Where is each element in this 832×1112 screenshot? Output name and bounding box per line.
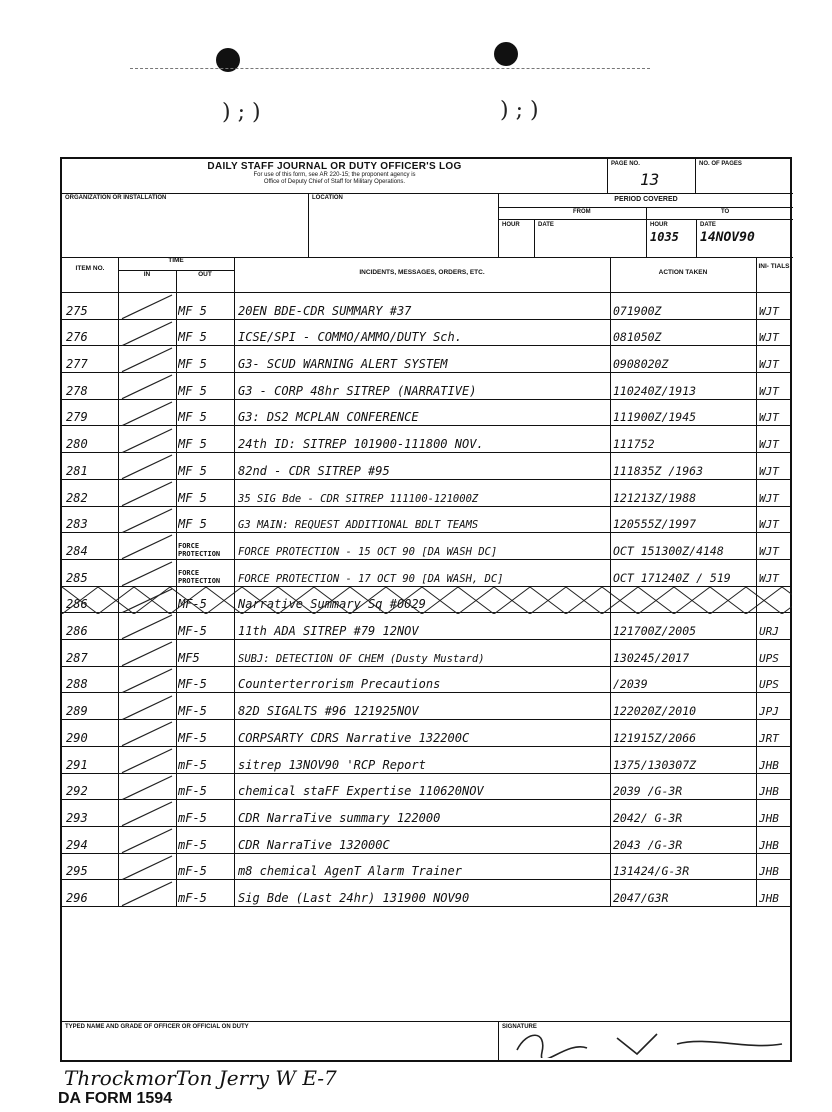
from-date-cell (534, 220, 647, 257)
action-taken: 071900Z (613, 303, 662, 318)
col-header-time: TIME (118, 257, 234, 271)
table-row (62, 293, 792, 320)
table-row (62, 507, 792, 534)
item-number: 292 (66, 784, 88, 799)
time-out: MF 5 (178, 490, 207, 505)
time-in-slash (120, 453, 174, 480)
time-out: MF-5 (178, 624, 207, 639)
time-out: mF-5 (178, 864, 207, 879)
time-in-slash (120, 613, 174, 640)
column-divider (234, 257, 235, 907)
time-in-slash (120, 400, 174, 427)
item-number: 284 (66, 543, 88, 558)
time-in-slash (120, 827, 174, 854)
incident-text: 11th ADA SITREP #79 12NOV (238, 624, 419, 639)
item-number: 282 (66, 490, 88, 505)
incident-text: Sig Bde (Last 24hr) 131900 NOV90 (238, 891, 470, 906)
initials: WJT (759, 518, 779, 532)
to-date-label: DATE (700, 222, 716, 228)
item-number: 290 (66, 730, 88, 745)
item-number: 294 (66, 837, 88, 852)
action-taken: 2042/ G-3R (613, 810, 683, 825)
item-number: 286 (66, 597, 88, 612)
column-divider (756, 257, 757, 907)
action-taken: 120555Z/1997 (613, 517, 697, 532)
action-taken: 111900Z/1945 (613, 410, 697, 425)
time-out: MF 5 (178, 357, 207, 372)
period-covered-box (498, 193, 793, 258)
table-row (62, 774, 792, 801)
table-row (62, 827, 792, 854)
incident-text: CORPSARTY CDRS Narrative 132200C (238, 730, 470, 745)
signature-label: SIGNATURE (502, 1024, 537, 1030)
organization-box (62, 193, 308, 258)
time-in-slash (120, 774, 174, 801)
table-row (62, 453, 792, 480)
time-out: FORCE PROTECTION (178, 568, 221, 585)
col-header-item-no: ITEM NO. (62, 257, 118, 293)
action-taken: 2047/G3R (613, 891, 669, 906)
action-taken: 081050Z (613, 330, 662, 345)
signature-scrawl (507, 1030, 787, 1058)
time-in-slash (120, 720, 174, 747)
initials: WJT (759, 331, 779, 345)
action-taken: 2043 /G-3R (613, 837, 683, 852)
item-number: 280 (66, 437, 88, 452)
table-row (62, 694, 792, 721)
from-label: FROM (573, 209, 591, 215)
dashed-guide-line (130, 68, 650, 69)
to-hour-cell (646, 220, 697, 257)
punch-hole-right (494, 42, 518, 66)
time-out: FORCE PROTECTION (178, 541, 221, 558)
action-taken: /2039 (613, 677, 648, 692)
incident-text: 82D SIGALTS #96 121925NOV (238, 704, 419, 719)
action-taken: 110240Z/1913 (613, 383, 697, 398)
table-row (62, 880, 792, 907)
signature-box (498, 1022, 793, 1060)
item-number: 275 (66, 303, 88, 318)
table-row (62, 560, 792, 587)
initials: JHB (759, 838, 779, 852)
incident-text: Narrative Summary Sq #0029 (238, 597, 426, 612)
incident-text: 20EN BDE-CDR SUMMARY #37 (238, 303, 412, 318)
organization-label: ORGANIZATION OR INSTALLATION (65, 195, 167, 201)
item-number: 287 (66, 650, 88, 665)
table-row (62, 667, 792, 694)
time-in-slash (120, 880, 174, 907)
incident-text: FORCE PROTECTION - 17 OCT 90 [DA WASH, DC] (238, 572, 504, 585)
table-row (62, 747, 792, 774)
no-of-pages-label: NO. OF PAGES (699, 161, 742, 167)
incident-text: CDR NarraTive summary 122000 (238, 810, 441, 825)
time-out: mF-5 (178, 757, 207, 772)
item-number: 278 (66, 383, 88, 398)
action-taken: 122020Z/2010 (613, 704, 697, 719)
time-in-slash (120, 747, 174, 774)
incident-text: G3: DS2 MCPLAN CONFERENCE (238, 410, 419, 425)
time-in-slash (120, 854, 174, 881)
initials: WJT (759, 464, 779, 478)
time-out: MF 5 (178, 303, 207, 318)
from-hour-cell (498, 220, 535, 257)
initials: WJT (759, 304, 779, 318)
table-row (62, 533, 792, 560)
page-number-box (607, 159, 696, 194)
page-no-label: PAGE NO. (611, 161, 640, 167)
action-taken: 111752 (613, 437, 655, 452)
to-hour-label: HOUR (650, 222, 668, 228)
time-out: mF-5 (178, 810, 207, 825)
table-row (62, 720, 792, 747)
incident-text: G3 MAIN: REQUEST ADDITIONAL BDLT TEAMS (238, 519, 479, 532)
col-header-out: OUT (176, 271, 234, 293)
time-in-slash (120, 694, 174, 721)
action-taken: OCT 171240Z / 519 (613, 570, 731, 585)
margin-mark-left: ) ; ) (222, 100, 261, 125)
time-out: MF 5 (178, 330, 207, 345)
table-row (62, 613, 792, 640)
item-number: 276 (66, 330, 88, 345)
action-taken: OCT 151300Z/4148 (613, 543, 724, 558)
initials: WJT (759, 438, 779, 452)
incident-text: FORCE PROTECTION - 15 OCT 90 [DA WASH DC] (238, 545, 498, 558)
action-taken: 121700Z/2005 (613, 624, 697, 639)
time-out: MF 5 (178, 437, 207, 452)
item-number: 283 (66, 517, 88, 532)
item-number: 281 (66, 463, 88, 478)
time-out: MF-5 (178, 597, 207, 612)
daily-staff-journal-form (60, 157, 792, 1062)
item-number: 293 (66, 810, 88, 825)
action-taken: 130245/2017 (613, 650, 690, 665)
from-hour-label: HOUR (502, 222, 520, 228)
incident-text: sitrep 13NOV90 'RCP Report (238, 757, 426, 772)
item-number: 295 (66, 864, 88, 879)
table-row (62, 480, 792, 507)
location-box (308, 193, 499, 258)
form-title: DAILY STAFF JOURNAL OR DUTY OFFICER'S LOG (207, 161, 462, 172)
initials: JHB (759, 758, 779, 772)
item-number: 288 (66, 677, 88, 692)
incident-text: G3- SCUD WARNING ALERT SYSTEM (238, 357, 448, 372)
incident-text: 24th ID: SITREP 101900-111800 NOV. (238, 437, 484, 452)
time-out: mF-5 (178, 837, 207, 852)
initials: JHB (759, 892, 779, 906)
col-header-incidents: INCIDENTS, MESSAGES, ORDERS, ETC. (234, 257, 610, 293)
location-label: LOCATION (312, 195, 343, 201)
time-in-slash (120, 533, 174, 560)
initials: WJT (759, 358, 779, 372)
incident-text: ICSE/SPI - COMMO/AMMO/DUTY Sch. (238, 330, 462, 345)
action-taken: 0908020Z (613, 357, 669, 372)
table-row (62, 640, 792, 667)
initials: WJT (759, 491, 779, 505)
typed-name-value: ThrockmorTon Jerry W E-7 (64, 1066, 337, 1090)
initials: UPS (759, 678, 779, 692)
time-out: MF 5 (178, 410, 207, 425)
time-out: MF-5 (178, 704, 207, 719)
item-number: 289 (66, 704, 88, 719)
time-out: MF 5 (178, 463, 207, 478)
incident-text: 35 SIG Bde - CDR SITREP 111100-121000Z (238, 492, 479, 505)
incident-text: G3 - CORP 48hr SITREP (NARRATIVE) (238, 383, 477, 398)
table-row (62, 427, 792, 454)
initials: URJ (759, 625, 779, 639)
to-date-cell (696, 220, 793, 257)
table-row (62, 854, 792, 881)
time-in-slash (120, 640, 174, 667)
incident-text: m8 chemical AgenT Alarm Trainer (238, 864, 462, 879)
crossed-out-entry (62, 587, 792, 614)
initials: WJT (759, 544, 779, 558)
form-subtitle-1: For use of this form, see AR 220-15; the proponent agency is (253, 172, 416, 178)
col-header-in: IN (118, 271, 176, 293)
time-out: MF 5 (178, 517, 207, 532)
time-out: MF-5 (178, 730, 207, 745)
number-of-pages-box (695, 159, 793, 194)
table-row (62, 587, 792, 614)
form-title-block (62, 159, 607, 194)
table-row (62, 400, 792, 427)
time-in-slash (120, 373, 174, 400)
time-in-slash (120, 427, 174, 454)
action-taken: 2039 /G-3R (613, 784, 683, 799)
time-out: mF-5 (178, 891, 207, 906)
item-number: 286 (66, 624, 88, 639)
to-date-value: 14NOV90 (700, 230, 755, 245)
initials: JRT (759, 731, 779, 745)
to-hour-value: 1035 (650, 230, 679, 244)
to-label: TO (721, 209, 730, 215)
action-taken: 1375/130307Z (613, 757, 697, 772)
action-taken: 111835Z /1963 (613, 463, 704, 478)
action-taken: 121915Z/2066 (613, 730, 697, 745)
typed-name-label: TYPED NAME AND GRADE OF OFFICER OR OFFICIAL ON DUTY (65, 1024, 249, 1030)
initials: JHB (759, 865, 779, 879)
from-to-header (499, 208, 793, 220)
time-in-slash (120, 507, 174, 534)
column-divider (176, 271, 177, 907)
incident-text: SUBJ: DETECTION OF CHEM (Dusty Mustard) (238, 652, 485, 665)
table-row (62, 800, 792, 827)
initials: UPS (759, 651, 779, 665)
time-out: mF-5 (178, 784, 207, 799)
time-in-slash (120, 346, 174, 373)
item-number: 285 (66, 570, 88, 585)
margin-mark-right: ) ; ) (500, 98, 539, 123)
action-taken: 131424/G-3R (613, 864, 690, 879)
time-in-slash (120, 320, 174, 347)
incident-text: CDR NarraTive 132000C (238, 837, 390, 852)
time-in-slash (120, 480, 174, 507)
col-header-action-taken: ACTION TAKEN (610, 257, 756, 293)
time-out: MF-5 (178, 677, 207, 692)
incident-text: Counterterrorism Precautions (238, 677, 441, 692)
time-in-slash (120, 293, 174, 320)
item-number: 277 (66, 357, 88, 372)
time-out: MF5 (178, 650, 200, 665)
table-row (62, 320, 792, 347)
time-in-slash (120, 800, 174, 827)
table-row (62, 373, 792, 400)
incident-text: 82nd - CDR SITREP #95 (238, 463, 390, 478)
initials: WJT (759, 384, 779, 398)
initials: JHB (759, 785, 779, 799)
incident-text: chemical staFF Expertise 110620NOV (238, 784, 484, 799)
action-taken: 121213Z/1988 (613, 490, 697, 505)
from-date-label: DATE (538, 222, 554, 228)
item-number: 279 (66, 410, 88, 425)
item-number: 296 (66, 891, 88, 906)
form-number: DA FORM 1594 (58, 1090, 173, 1107)
initials: JPJ (759, 705, 779, 719)
initials: WJT (759, 571, 779, 585)
item-number: 291 (66, 757, 88, 772)
time-in-slash (120, 560, 174, 587)
page-no-value: 13 (640, 170, 660, 189)
period-covered-label: PERIOD COVERED (499, 193, 793, 208)
table-row (62, 346, 792, 373)
col-header-initials: INI- TIALS (756, 257, 792, 293)
time-in-slash (120, 667, 174, 694)
initials: JHB (759, 811, 779, 825)
initials: WJT (759, 411, 779, 425)
time-out: MF 5 (178, 383, 207, 398)
footer-signature-block (62, 1021, 792, 1060)
form-subtitle-2: Office of Deputy Chief of Staff for Military Operations. (263, 179, 406, 185)
column-divider (118, 257, 119, 907)
column-divider (610, 257, 611, 907)
